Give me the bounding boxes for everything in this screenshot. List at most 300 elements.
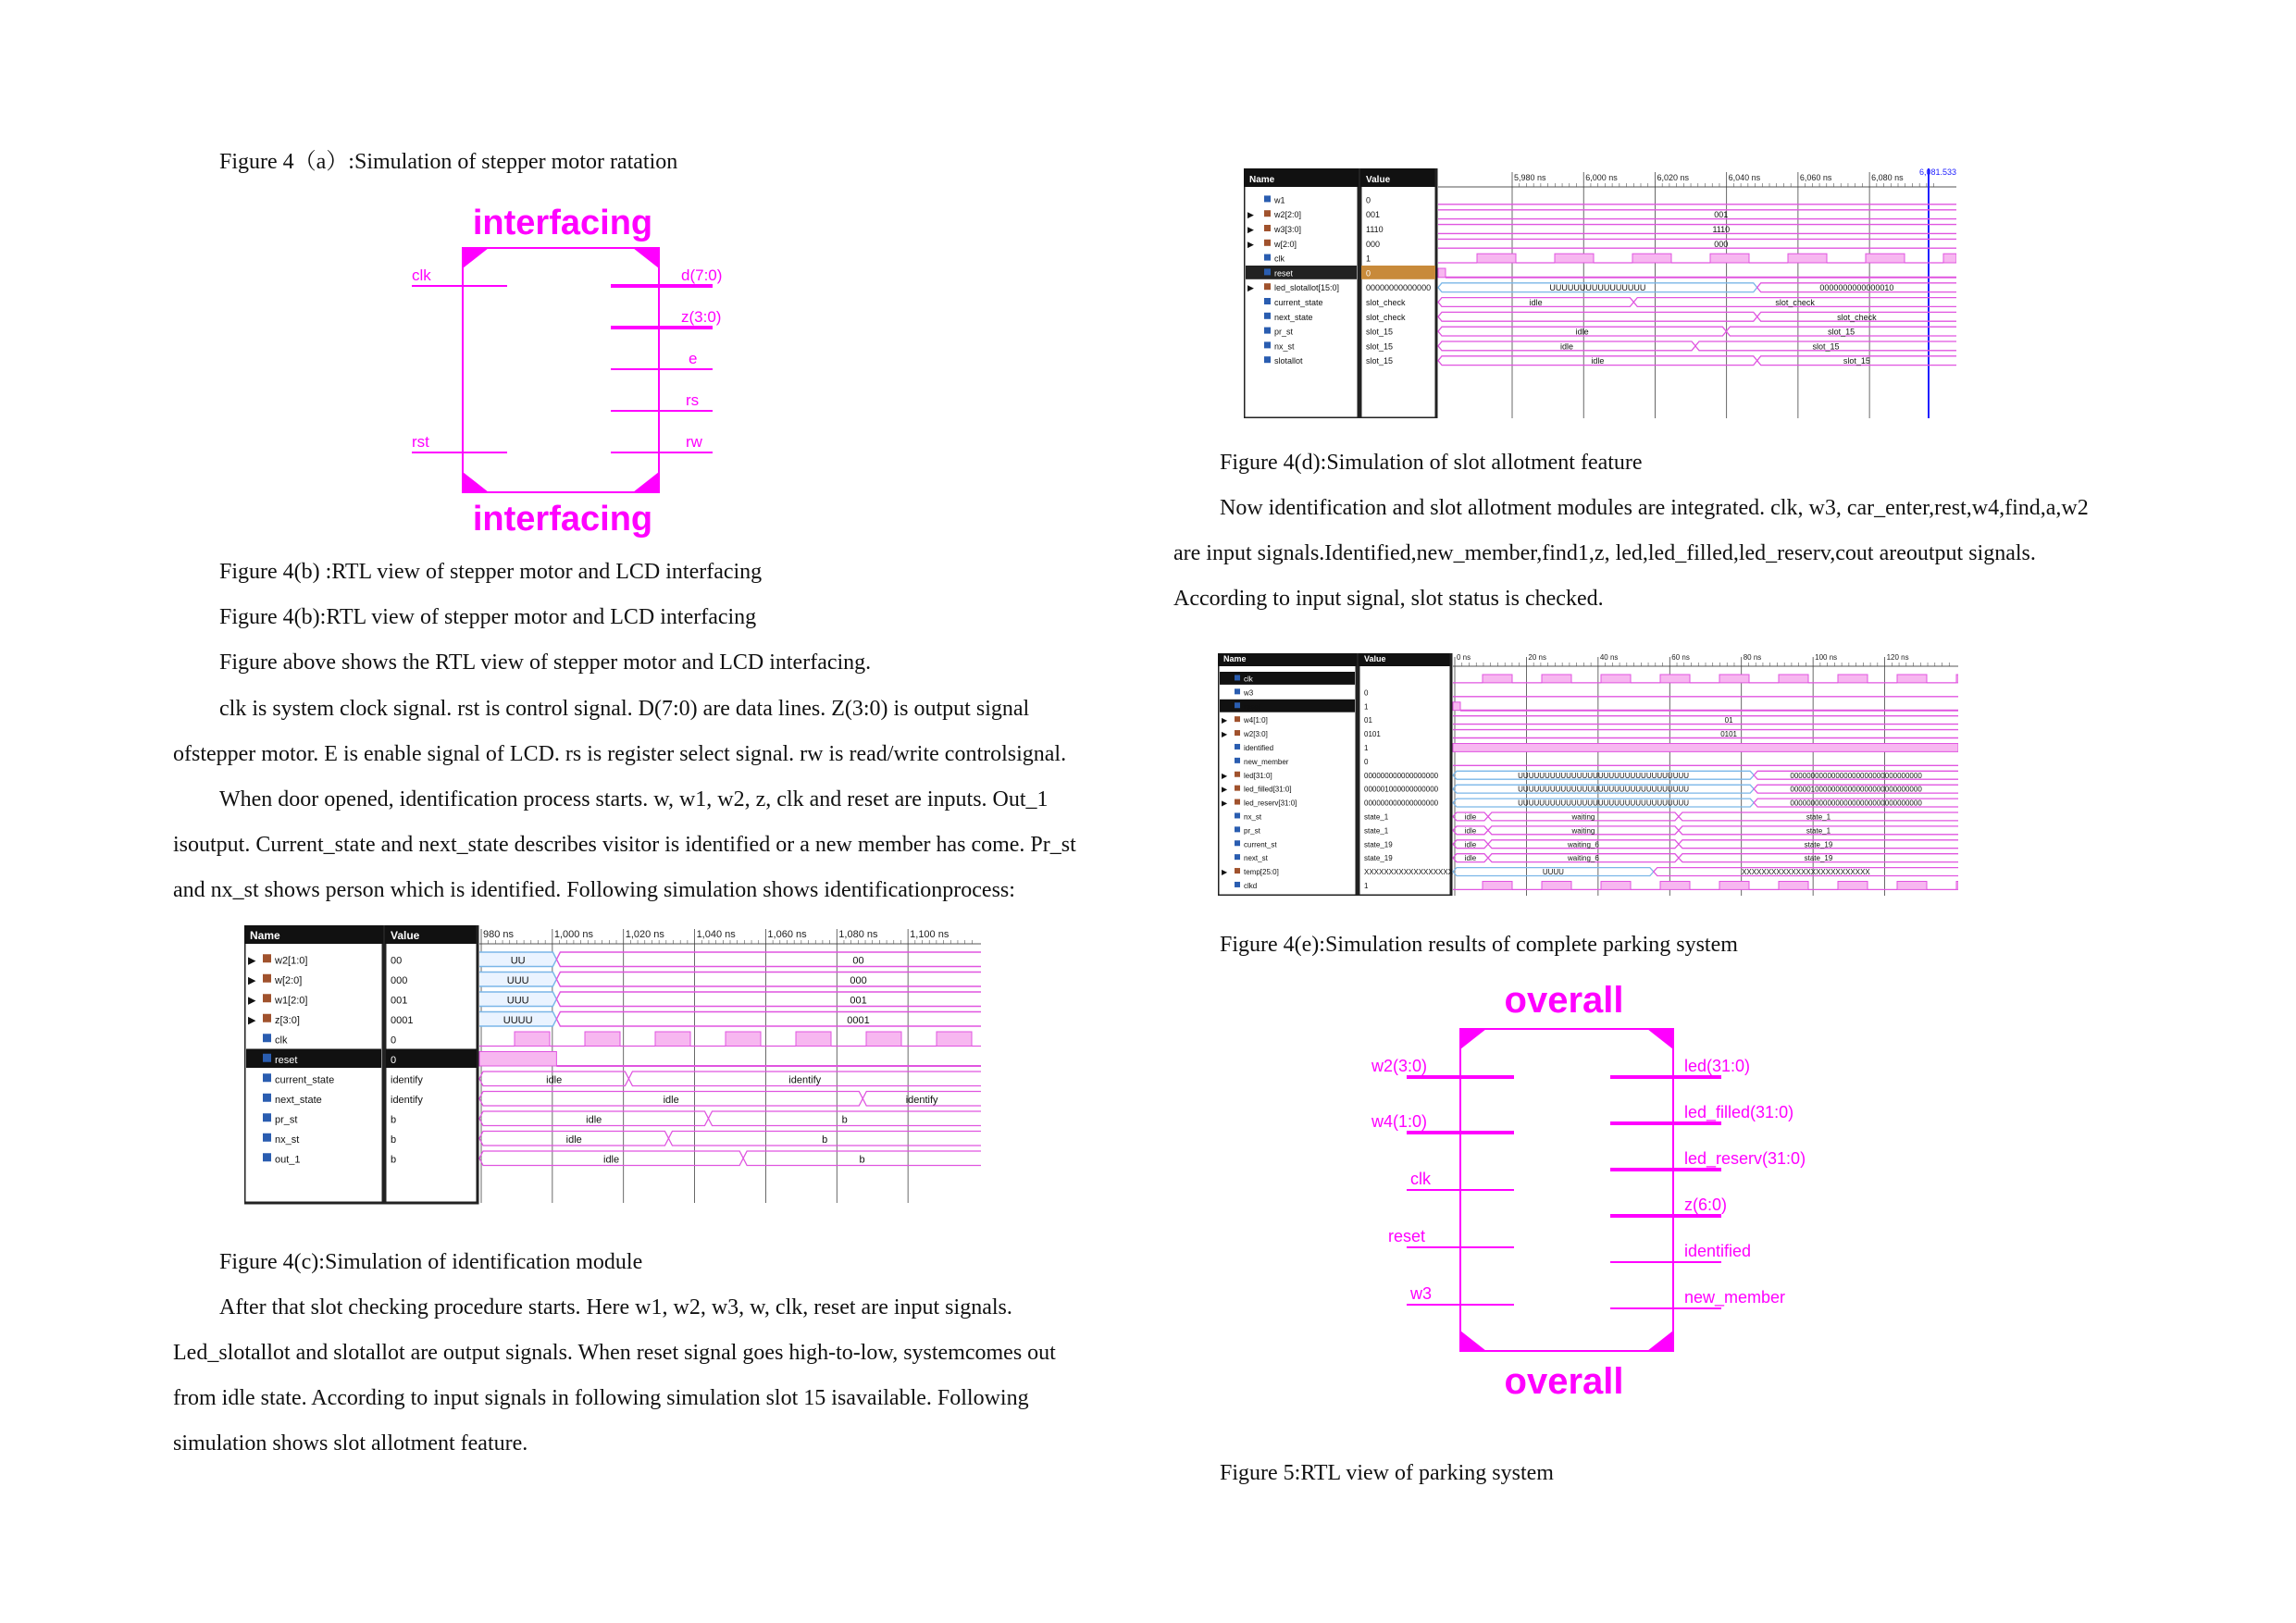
signal-waveform bbox=[1438, 254, 1956, 263]
signal-icon bbox=[1235, 882, 1240, 887]
time-tick-label: 1,000 ns bbox=[553, 929, 594, 940]
signal-name: next_st bbox=[1244, 854, 1268, 863]
signal-name: led_slotallot[15:0] bbox=[1274, 283, 1340, 293]
signal-value: state_1 bbox=[1364, 812, 1389, 822]
signal-name: identified bbox=[1244, 743, 1274, 752]
state-label: state_1 bbox=[1806, 812, 1831, 822]
name-header: Name bbox=[250, 929, 280, 942]
clock-high-pulse bbox=[1601, 882, 1631, 890]
clock-high-pulse bbox=[1632, 254, 1671, 263]
signal-name: led_reserv[31:0] bbox=[1244, 799, 1297, 808]
signal-name: current_state bbox=[1274, 298, 1323, 307]
signal-icon bbox=[1264, 195, 1271, 202]
signal-name: w4[1:0] bbox=[1244, 716, 1268, 725]
state-label: idle bbox=[1591, 356, 1605, 366]
signal-name: clk bbox=[275, 1035, 288, 1047]
clock-high-pulse bbox=[796, 1032, 831, 1047]
clock-high-pulse bbox=[866, 1032, 901, 1047]
state-label: idle bbox=[1464, 826, 1477, 836]
clock-high-pulse bbox=[1866, 254, 1905, 263]
signal-value: 1 bbox=[1364, 881, 1369, 890]
signal-value: state_1 bbox=[1364, 826, 1389, 836]
signal-value: 0 bbox=[1366, 195, 1371, 205]
state-label: 00000100000000000000000000000000 bbox=[1790, 785, 1922, 794]
clock-high-pulse bbox=[726, 1032, 761, 1047]
signal-name: reset bbox=[1274, 268, 1294, 279]
clock-high-pulse bbox=[1542, 675, 1571, 683]
clock-high-pulse bbox=[1719, 675, 1749, 683]
bus-signal-icon bbox=[1264, 240, 1271, 246]
signal-name: clkd bbox=[1244, 881, 1258, 890]
state-label: idle bbox=[1464, 840, 1477, 849]
reset-high bbox=[1438, 268, 1446, 278]
state-segment bbox=[1438, 312, 1757, 321]
signal-icon bbox=[263, 1134, 271, 1142]
paragraph-signals-line1: clk is system clock signal. rst is control signal. D(7:0) are data lines. Z(3:0) is output signal bbox=[219, 697, 1030, 721]
rtl-interfacing-diagram bbox=[398, 194, 750, 546]
signal-waveform bbox=[1453, 840, 1958, 849]
signal-icon bbox=[1235, 812, 1240, 818]
state-label: idle bbox=[1559, 341, 1574, 352]
clock-high-pulse bbox=[1838, 675, 1868, 683]
signal-icon bbox=[1235, 702, 1240, 708]
state-label: idle bbox=[565, 1134, 582, 1146]
bus-segment bbox=[1438, 239, 1956, 248]
signal-name: next_state bbox=[1274, 312, 1313, 322]
signal-waveform bbox=[1438, 225, 1956, 234]
signal-icon bbox=[1235, 840, 1240, 846]
signal-waveform bbox=[479, 1012, 981, 1027]
signal-waveform bbox=[1438, 298, 1956, 307]
paragraph-rtl-view: Figure above shows the RTL view of stepper motor and LCD interfacing. bbox=[219, 650, 872, 675]
state-label: state_1 bbox=[1806, 826, 1831, 836]
figure-4a-caption: Figure 4（a）:Simulation of stepper motor ratation bbox=[219, 150, 678, 174]
bus-segment bbox=[1438, 210, 1956, 219]
paragraph-integration-line3: According to input signal, slot status is checked. bbox=[1173, 587, 1604, 611]
signal-icon bbox=[1264, 313, 1271, 319]
signal-waveform bbox=[1453, 675, 1958, 683]
clock-high-pulse bbox=[1710, 254, 1749, 263]
reset-high bbox=[479, 1052, 556, 1067]
rtl-interfacing-out-e: e bbox=[689, 350, 698, 367]
state-label: b bbox=[841, 1114, 848, 1126]
bus-signal-icon bbox=[1235, 799, 1240, 805]
state-label: idle bbox=[546, 1074, 563, 1086]
signal-waveform bbox=[479, 992, 981, 1007]
rtl-overall-out-led: led(31:0) bbox=[1684, 1057, 1751, 1075]
bus-value-label: 001 bbox=[850, 995, 867, 1007]
signal-waveform bbox=[479, 1092, 981, 1107]
expand-arrow-icon: ▶ bbox=[1247, 225, 1254, 234]
signal-value: slot_15 bbox=[1366, 341, 1394, 352]
signal-name: w1 bbox=[1274, 195, 1285, 205]
expand-arrow-icon: ▶ bbox=[1222, 771, 1228, 780]
signal-waveform bbox=[1438, 312, 1956, 321]
figure-4d-caption: Figure 4(d):Simulation of slot allotment feature bbox=[1220, 451, 1643, 475]
state-label: 0000000000000010 bbox=[1819, 283, 1894, 293]
signal-name: pr_st bbox=[275, 1114, 298, 1126]
signal-waveform bbox=[1453, 744, 1958, 752]
time-tick-label: 1,060 ns bbox=[767, 929, 807, 940]
signal-icon bbox=[263, 1054, 271, 1062]
simulation-slot-allotment-waveform bbox=[1244, 168, 1956, 418]
state-label: identify bbox=[905, 1094, 938, 1106]
signal-icon bbox=[1235, 744, 1240, 750]
rtl-overall-out-led-filled: led_filled(31:0) bbox=[1684, 1103, 1794, 1121]
signal-waveform bbox=[1453, 730, 1958, 738]
clock-high-pulse bbox=[585, 1032, 620, 1047]
expand-arrow-icon: ▶ bbox=[248, 995, 256, 1007]
signal-icon bbox=[263, 1094, 271, 1102]
name-header: Name bbox=[1223, 654, 1247, 663]
rtl-overall-in-w2: w2(3:0) bbox=[1371, 1057, 1428, 1075]
signal-high bbox=[1453, 744, 1958, 752]
expand-arrow-icon: ▶ bbox=[1222, 868, 1228, 877]
signal-name: w2[3:0] bbox=[1244, 730, 1268, 739]
signal-value: b bbox=[391, 1134, 397, 1146]
state-label: idle bbox=[1464, 812, 1477, 822]
rtl-overall-out-identified: identified bbox=[1684, 1242, 1752, 1260]
signal-value: 0101 bbox=[1364, 730, 1381, 739]
time-tick-label: 100 ns bbox=[1815, 653, 1838, 662]
signal-name: w[2:0] bbox=[1274, 239, 1297, 249]
signal-name: slotallot bbox=[1274, 356, 1303, 366]
bus-value-label: 000 bbox=[850, 974, 867, 986]
clock-high-pulse bbox=[1956, 675, 1958, 683]
signal-waveform bbox=[479, 1111, 981, 1126]
expand-arrow-icon: ▶ bbox=[248, 1014, 256, 1026]
clock-high-pulse bbox=[1779, 882, 1808, 890]
expand-arrow-icon: ▶ bbox=[1222, 785, 1228, 794]
signal-waveform bbox=[1453, 716, 1958, 725]
clock-high-pulse bbox=[1601, 675, 1631, 683]
signal-value: state_19 bbox=[1364, 854, 1393, 863]
signal-name: temp[25:0] bbox=[1244, 868, 1279, 877]
clock-high-pulse bbox=[1555, 254, 1594, 263]
signal-name: led_filled[31:0] bbox=[1244, 785, 1292, 794]
paragraph-slot-line1: After that slot checking procedure starts. Here w1, w2, w3, w, clk, reset are input signals. bbox=[219, 1295, 1012, 1319]
signal-value: 000000000000000000 bbox=[1364, 771, 1439, 780]
rtl-overall-in-reset: reset bbox=[1388, 1227, 1426, 1245]
signal-waveform bbox=[1453, 868, 1958, 876]
signal-name: clk bbox=[1274, 254, 1285, 264]
clock-high-pulse bbox=[1477, 254, 1516, 263]
signal-value: 000000000000000000 bbox=[1364, 799, 1439, 808]
bus-signal-icon bbox=[1235, 716, 1240, 722]
signal-name: w3 bbox=[1244, 688, 1254, 698]
rtl-interfacing-in-clk: clk bbox=[412, 266, 431, 284]
signal-name: w[2:0] bbox=[275, 974, 303, 986]
clock-high-pulse bbox=[1483, 675, 1512, 683]
expand-arrow-icon: ▶ bbox=[1247, 239, 1254, 249]
rtl-interfacing-in-rst: rst bbox=[412, 433, 429, 451]
bus-signal-icon bbox=[263, 994, 271, 1002]
signal-value: slot_15 bbox=[1366, 327, 1394, 337]
signal-name: new_member bbox=[1244, 757, 1289, 766]
signal-value: 0 bbox=[391, 1054, 397, 1066]
signal-value: 1110 bbox=[1366, 225, 1384, 234]
clock-high-pulse bbox=[1897, 675, 1927, 683]
signal-name: w1[2:0] bbox=[275, 995, 308, 1007]
bus-value-label: 00 bbox=[852, 955, 864, 967]
bus-value-label: 000 bbox=[1714, 239, 1729, 249]
bus-value-label: 001 bbox=[1714, 210, 1729, 220]
signal-icon bbox=[1264, 298, 1271, 304]
signal-name: z[3:0] bbox=[275, 1014, 300, 1026]
time-tick-label: 80 ns bbox=[1743, 653, 1762, 662]
time-tick-label: 6,040 ns bbox=[1728, 173, 1761, 182]
bus-segment bbox=[1453, 730, 1958, 738]
time-tick-label: 980 ns bbox=[483, 929, 515, 940]
time-tick-label: 6,000 ns bbox=[1585, 173, 1618, 182]
state-label: b bbox=[822, 1134, 828, 1146]
paragraph-identification-line1: When door opened, identification process starts. w, w1, w2, z, clk and reset are inputs. Out_1 bbox=[219, 787, 1049, 812]
signal-value: slot_check bbox=[1366, 298, 1406, 307]
state-label: waiting_6 bbox=[1568, 854, 1599, 863]
name-panel bbox=[1244, 168, 1359, 418]
clock-high-pulse bbox=[1719, 882, 1749, 890]
rtl-interfacing-title-bottom: interfacing bbox=[472, 500, 653, 539]
signal-value: 1 bbox=[1366, 254, 1371, 264]
state-label: idle bbox=[603, 1154, 620, 1166]
state-label: idle bbox=[1575, 327, 1589, 337]
clock-high-pulse bbox=[1660, 675, 1690, 683]
bus-signal-icon bbox=[263, 1014, 271, 1022]
expand-arrow-icon: ▶ bbox=[1222, 799, 1228, 808]
signal-name: next_state bbox=[275, 1094, 322, 1106]
paragraph-integration-line1: Now identification and slot allotment modules are integrated. clk, w3, car_enter,rest,w4,find,a,w2 bbox=[1220, 496, 2089, 520]
figure-5-caption: Figure 5:RTL view of parking system bbox=[1220, 1461, 1554, 1485]
bus-signal-icon bbox=[263, 974, 271, 983]
clock-high-pulse bbox=[1660, 882, 1690, 890]
bus-signal-icon bbox=[1235, 730, 1240, 736]
simulation-identification-waveform bbox=[244, 925, 981, 1231]
signal-waveform bbox=[479, 1052, 981, 1067]
signal-value: slot_15 bbox=[1366, 356, 1394, 366]
signal-name: w2[2:0] bbox=[1274, 210, 1302, 220]
bus-signal-icon bbox=[1264, 283, 1271, 290]
signal-icon bbox=[1235, 675, 1240, 680]
signal-icon bbox=[1264, 254, 1271, 261]
clock-high-pulse bbox=[1897, 882, 1927, 890]
state-label: state_19 bbox=[1804, 854, 1833, 863]
signal-waveform bbox=[1438, 356, 1956, 365]
figure-4e-caption: Figure 4(e):Simulation results of complete parking system bbox=[1220, 933, 1738, 957]
time-tick-label: 6,020 ns bbox=[1657, 173, 1689, 182]
bus-signal-icon bbox=[1235, 772, 1240, 777]
clock-high-pulse bbox=[1838, 882, 1868, 890]
bus-signal-icon bbox=[1235, 786, 1240, 791]
clock-high-pulse bbox=[1483, 882, 1512, 890]
rtl-overall-out-led-reserv: led_reserv(31:0) bbox=[1684, 1149, 1806, 1168]
signal-waveform bbox=[1438, 327, 1956, 336]
state-label: 00000000000000000000000000000000 bbox=[1790, 799, 1922, 808]
signal-value: 0 bbox=[391, 1035, 397, 1047]
signal-waveform bbox=[479, 1132, 981, 1146]
rtl-overall-in-w3: w3 bbox=[1410, 1284, 1433, 1303]
state-label: slot_15 bbox=[1812, 341, 1840, 352]
time-tick-label: 1,040 ns bbox=[696, 929, 736, 940]
signal-value: XXXXXXXXXXXXXXXXXX bbox=[1364, 868, 1454, 877]
rtl-overall-title-top: overall bbox=[1504, 980, 1624, 1021]
rtl-overall-title-bottom: overall bbox=[1504, 1361, 1624, 1402]
rtl-overall-in-w4: w4(1:0) bbox=[1371, 1112, 1428, 1131]
simulation-parking-system-waveform bbox=[1218, 653, 1958, 896]
state-label: UUUUUUUUUUUUUUUUUUUUUUUUUUUUUUUU bbox=[1518, 771, 1690, 780]
signal-waveform bbox=[479, 973, 981, 987]
signal-name: pr_st bbox=[1274, 327, 1294, 337]
signal-name: reset bbox=[1244, 702, 1260, 712]
expand-arrow-icon: ▶ bbox=[1222, 716, 1228, 725]
state-label: idle bbox=[663, 1094, 679, 1106]
signal-value: state_19 bbox=[1364, 840, 1393, 849]
expand-arrow-icon: ▶ bbox=[1247, 210, 1254, 220]
selected-value-bg bbox=[1361, 266, 1435, 279]
state-label: UUUU bbox=[1542, 868, 1564, 877]
time-tick-label: 60 ns bbox=[1671, 653, 1690, 662]
signal-waveform bbox=[1438, 341, 1956, 351]
signal-waveform bbox=[1438, 268, 1956, 278]
state-label: slot_check bbox=[1837, 312, 1877, 322]
signal-value: 1 bbox=[1364, 743, 1369, 752]
time-tick-label: 1,080 ns bbox=[838, 929, 878, 940]
figure-4b-caption-2: Figure 4(b):RTL view of stepper motor and LCD interfacing bbox=[219, 605, 757, 629]
signal-value: 001 bbox=[391, 995, 408, 1007]
signal-name: clk bbox=[1244, 675, 1253, 684]
bus-value-label: UUU bbox=[506, 995, 529, 1007]
signal-icon bbox=[1235, 826, 1240, 832]
state-label: UUUUUUUUUUUUUUUUUUUUUUUUUUUUUUUU bbox=[1518, 799, 1690, 808]
bus-segment-defined bbox=[556, 992, 981, 1007]
value-header: Value bbox=[391, 929, 420, 942]
clock-high-pulse bbox=[1956, 882, 1958, 890]
time-tick-label: 1,100 ns bbox=[910, 929, 949, 940]
paragraph-signals-line2: ofstepper motor. E is enable signal of LCD. rs is register select signal. rw is read/write controlsignal. bbox=[173, 742, 1067, 766]
bus-signal-icon bbox=[1235, 868, 1240, 873]
expand-arrow-icon: ▶ bbox=[1222, 730, 1228, 739]
clock-high-pulse bbox=[1788, 254, 1827, 263]
signal-value: 0 bbox=[1364, 757, 1369, 766]
state-label: b bbox=[859, 1154, 865, 1166]
signal-value: b bbox=[391, 1114, 397, 1126]
rtl-interfacing-out-z: z(3:0) bbox=[681, 308, 722, 326]
time-cursor-label: 6,081.533 bbox=[1919, 168, 1956, 177]
reset-high bbox=[1453, 702, 1460, 711]
clock-high-pulse bbox=[655, 1032, 690, 1047]
signal-icon bbox=[1235, 758, 1240, 763]
signal-waveform bbox=[1438, 239, 1956, 248]
state-label: waiting bbox=[1571, 812, 1595, 822]
selected-value-bg bbox=[386, 1049, 477, 1069]
signal-value: 1 bbox=[1364, 702, 1369, 712]
signal-waveform bbox=[1453, 785, 1958, 793]
bus-value-label: UUU bbox=[506, 974, 529, 986]
value-header: Value bbox=[1364, 654, 1386, 663]
rtl-interfacing-title-top: interfacing bbox=[472, 204, 653, 242]
state-label: waiting bbox=[1571, 826, 1595, 836]
expand-arrow-icon: ▶ bbox=[1247, 283, 1254, 293]
bus-signal-icon bbox=[1264, 210, 1271, 217]
signal-value: 00 bbox=[391, 955, 403, 967]
clock-high-pulse bbox=[1542, 882, 1571, 890]
paragraph-identification-line2: isoutput. Current_state and next_state describes visitor is identified or a new member has come. Pr_st bbox=[173, 833, 1076, 857]
state-label: UUUUUUUUUUUUUUUUUUUUUUUUUUUUUUUU bbox=[1518, 785, 1690, 794]
signal-name: pr_st bbox=[1244, 826, 1260, 836]
signal-value: identify bbox=[391, 1094, 423, 1106]
rtl-overall-out-z: z(6:0) bbox=[1684, 1196, 1728, 1214]
state-label: XXXXXXXXXXXXXXXXXXXXXXXXXX bbox=[1742, 868, 1870, 877]
paragraph-integration-line2: are input signals.Identified,new_member,find1,z, led,led_filled,led_reserv,cout areoutput signals. bbox=[1173, 541, 2036, 565]
clock-high-pulse bbox=[1943, 254, 1956, 263]
time-tick-label: 6,060 ns bbox=[1799, 173, 1832, 182]
clock-high-pulse bbox=[515, 1032, 550, 1047]
signal-icon bbox=[1235, 688, 1240, 694]
signal-name: nx_st bbox=[1244, 812, 1262, 822]
state-label: slot_15 bbox=[1828, 327, 1855, 337]
signal-waveform bbox=[1438, 210, 1956, 219]
signal-name: w3[3:0] bbox=[1274, 225, 1302, 234]
signal-value: 01 bbox=[1364, 716, 1372, 725]
time-tick-label: 120 ns bbox=[1886, 653, 1909, 662]
signal-waveform bbox=[479, 1151, 981, 1166]
time-tick-label: 0 ns bbox=[1457, 653, 1471, 662]
bus-segment-defined bbox=[556, 973, 981, 987]
bus-value-label: 0001 bbox=[847, 1014, 870, 1026]
signal-waveform bbox=[479, 1072, 981, 1086]
signal-value: b bbox=[391, 1154, 397, 1166]
signal-value: 1 bbox=[1364, 675, 1369, 684]
expand-arrow-icon: ▶ bbox=[248, 974, 256, 986]
time-tick-label: 6,080 ns bbox=[1871, 173, 1904, 182]
signal-name: nx_st bbox=[1274, 341, 1295, 352]
rtl-interfacing-out-rw: rw bbox=[686, 433, 702, 451]
paragraph-slot-line3: from idle state. According to input signals in following simulation slot 15 isavailable. Following bbox=[173, 1386, 1029, 1410]
state-label: state_19 bbox=[1804, 840, 1833, 849]
signal-value: 000 bbox=[391, 974, 408, 986]
clock-high-pulse bbox=[937, 1032, 972, 1047]
signal-name: w2[1:0] bbox=[275, 955, 308, 967]
clock-high-pulse bbox=[1779, 675, 1808, 683]
signal-value: slot_check bbox=[1366, 312, 1406, 322]
signal-icon bbox=[263, 1034, 271, 1042]
signal-value: 0 bbox=[1366, 268, 1371, 279]
state-label: identify bbox=[788, 1074, 822, 1086]
time-tick-label: 40 ns bbox=[1599, 653, 1619, 662]
time-tick-label: 20 ns bbox=[1528, 653, 1547, 662]
signal-name: current_state bbox=[275, 1074, 335, 1086]
rtl-interfacing-out-rs: rs bbox=[686, 391, 700, 409]
signal-name: reset bbox=[275, 1054, 298, 1066]
expand-arrow-icon: ▶ bbox=[248, 955, 256, 967]
signal-waveform bbox=[1438, 283, 1956, 292]
bus-value-label: UUUU bbox=[503, 1014, 533, 1026]
name-header: Name bbox=[1249, 175, 1275, 185]
rtl-overall-in-clk: clk bbox=[1410, 1170, 1431, 1188]
signal-value: 0 bbox=[1364, 688, 1369, 698]
figure-4c-caption: Figure 4(c):Simulation of identification module bbox=[219, 1250, 643, 1274]
paragraph-identification-line3: and nx_st shows person which is identified. Following simulation shows identificationprocess: bbox=[173, 878, 1015, 902]
rtl-interfacing-out-d: d(7:0) bbox=[681, 266, 723, 284]
state-label: UUUUUUUUUUUUUUUU bbox=[1549, 283, 1646, 293]
signal-waveform bbox=[1453, 702, 1958, 711]
signal-waveform bbox=[479, 952, 981, 967]
state-label: waiting_6 bbox=[1568, 840, 1599, 849]
figure-4b-caption-1: Figure 4(b) :RTL view of stepper motor and LCD interfacing bbox=[219, 560, 763, 584]
signal-icon bbox=[263, 1073, 271, 1082]
signal-name: nx_st bbox=[275, 1134, 300, 1146]
signal-value: identify bbox=[391, 1074, 423, 1086]
signal-icon bbox=[263, 1153, 271, 1161]
